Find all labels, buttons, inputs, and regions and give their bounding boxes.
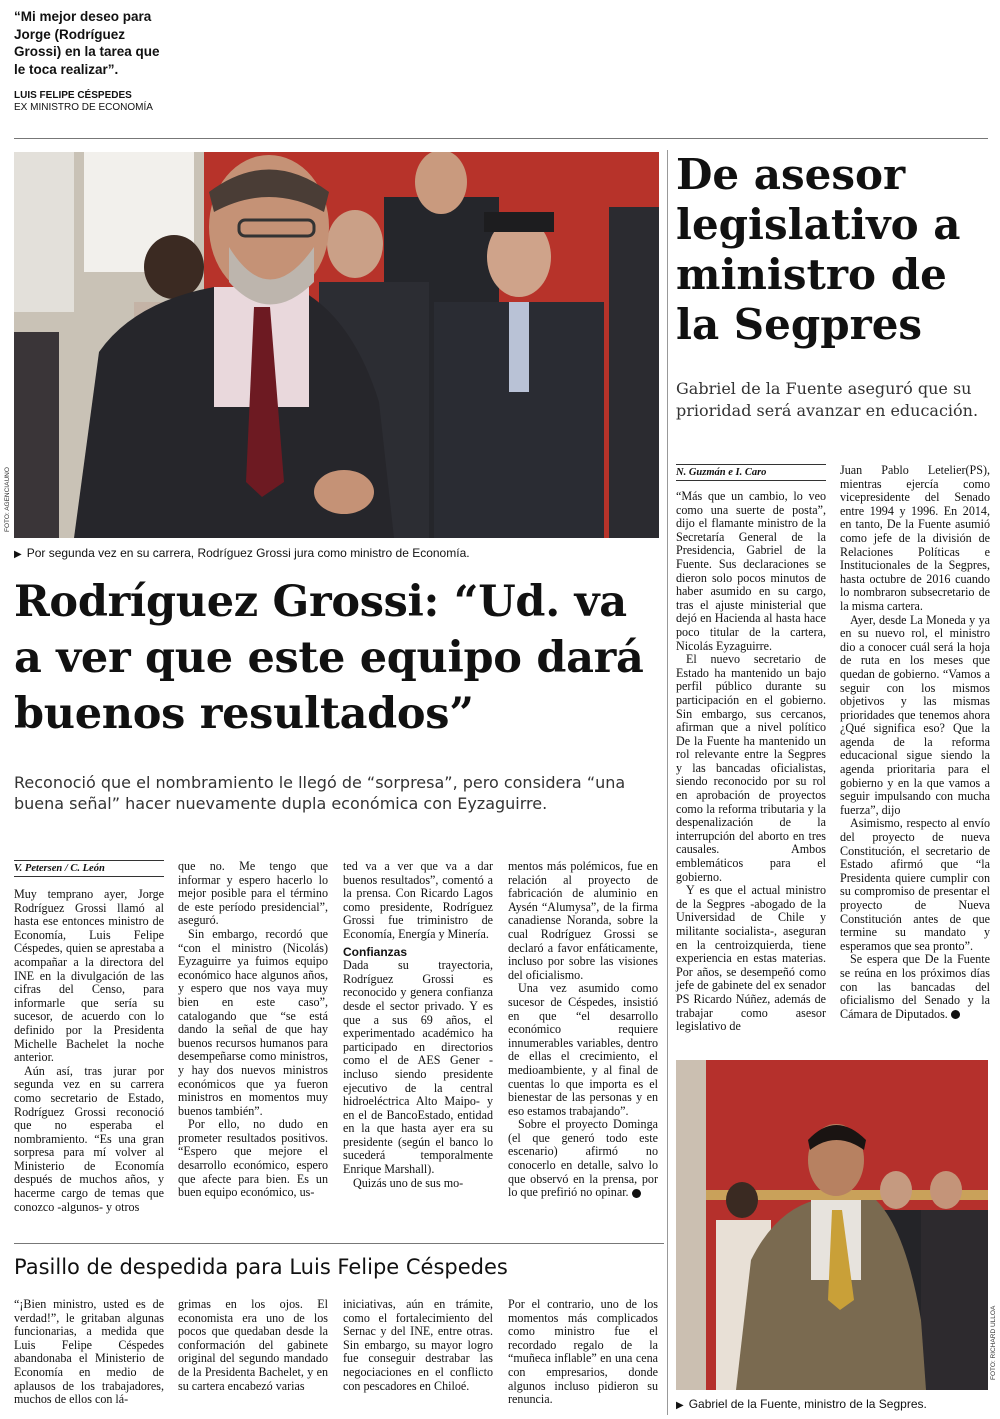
confianzas-subhead: Confianzas [343, 944, 408, 959]
caption-triangle-icon: ▶ [14, 549, 22, 560]
pasillo-col-3 [343, 1298, 493, 1393]
main-col-1-para: Muy temprano ayer, Jorge Rodríguez Grossi llamó al hasta ese entonces ministro de Economía, Luis Felipe Céspedes, quien se aprestaba a acompañar a la directora del INE en la divulgación de las cifras del Censo, para informarle que sería su sucesor, de acuerdo con lo definido por la Presidenta Michelle Bachelet la noche anterior. [14, 887, 164, 1065]
side-col-1-para: “Más que un cambio, lo veo como una suerte de posta”, dijo el flamante ministro de la Secretaría General de la Presidencia, Gabriel de la Fuente. Sus declaraciones se dieron solo pocos minutos de haber asumido en su cargo, tras el ajuste ministerial que dejó en Hacienda al hasta hace poco titular de la cartera, Nicolás Eyzaguirre. [676, 489, 826, 653]
side-photo-credit: FOTO: RICHARD ULLOA [990, 1305, 997, 1380]
side-col-1 [676, 490, 826, 1034]
side-headline: De asesor legislativo a ministro de la Segpres [676, 150, 961, 349]
side-col-2-para: Asimismo, respecto al envío del proyecto de nueva Constitución, el secretario de Estado afirmó que “la Presidenta quiere cumplir con su compromiso de presentar el proyecto de Nueva Constitución antes de que termine su mandato y esperamos que sea pronto”. [840, 816, 990, 953]
pasillo-col-2-text: grimas en los ojos. El economista era uno de los pocos que quedaban desde la conformación del gabinete original del segundo mandado de la Presidenta Bachelet, y en su cartera encabezó varias [178, 1297, 328, 1393]
pasillo-title: Pasillo de despedida para Luis Felipe Céspedes [14, 1255, 508, 1279]
pull-quote-name: LUIS FELIPE CÉSPEDES [14, 90, 132, 101]
main-col-1 [14, 888, 164, 1214]
main-col-4-para: Una vez asumido como sucesor de Céspedes, insistió en que “el desarrollo económico requiere innumerables variables, dentro de ellas el crecimiento, el medioambiente, y al final de cuentas lo que importa es el bienestar de las personas y en eso estamos trabajando”. [508, 981, 658, 1118]
pasillo-col-4 [508, 1298, 658, 1407]
main-photo-credit: FOTO: AGENCIAUNO [4, 467, 11, 532]
caption-triangle-icon: ▶ [676, 1400, 684, 1411]
main-col-4 [508, 860, 658, 1200]
pasillo-col-2 [178, 1298, 328, 1393]
side-byline: N. Guzmán e I. Caro [676, 464, 826, 481]
main-headline: Rodríguez Grossi: “Ud. va a ver que este equipo dará buenos resultados” [14, 577, 644, 739]
main-col-4-para: mentos más polémicos, fue en relación al proyecto de fabricación de aluminio en Aysén “Alumysa”, de la firma canadiense Noranda, sobre la cual Rodríguez Grossi se declaró a favor enfáticamente, incluso por sobre las visiones del oficialismo. [508, 859, 658, 982]
side-col-2-para: Ayer, desde La Moneda y ya en su nuevo rol, el ministro dio a conocer cuál será la hoja de ruta en los meses que quedan de gobierno. “Vamos a seguir con los mismos objetivos y las mismas prioridades que tenemos ahora ¿Qué significa eso? Que la agenda de la reforma educacional sigue siendo la agenda prioritaria para el gobierno y en la que vamos a seguir impulsando con mucha fuerza”, dijo [840, 612, 990, 817]
main-col-4-para: Sobre el proyecto Dominga (el que generó todo este escenario) afirmó no conocerlo en detalle, salvo lo que observó en la prensa, por lo que prefirió no opinar. [508, 1117, 658, 1200]
end-mark-icon [951, 1010, 960, 1019]
pasillo-col-3-text: iniciativas, aún en trámite, como el fortalecimiento del Sernac y del INE, entre otras. Sin embargo, su mayor logro fue conseguir destrabar las negociaciones en el conflicto con pescadores en Chiloé. [343, 1297, 493, 1393]
end-mark-icon [632, 1189, 641, 1198]
main-col-3-para: Quizás uno de sus mo- [353, 1175, 464, 1190]
pasillo-divider [14, 1243, 664, 1244]
side-col-2-para: Se espera que De la Fuente se reúna en los próximos días con las bancadas del oficialismo del Senado y la Cámara de Diputados. [840, 952, 990, 1021]
top-divider [14, 138, 988, 139]
main-col-2-para: Sin embargo, recordó que “con el ministro (Nicolás) Eyzaguirre ya fuimos equipo económico hace algunos años, y espero que nos vaya muy bien en este caso”, catalogando que “se está dando la señal de que hay buenos recursos humanos para desempeñarse como ministros, y hay dos nuevos ministros económicos que ya fueron ministros en momentos muy buenos también”. [178, 926, 328, 1118]
main-col-2 [178, 860, 328, 1200]
side-photo [676, 1060, 988, 1390]
side-col-2 [840, 464, 990, 1021]
pull-quote-role: EX MINISTRO DE ECONOMÍA [14, 102, 153, 113]
side-col-2-para: Juan Pablo Letelier(PS), mientras ejercía como vicepresidente del Senado entre 1994 y 1996. En 2014, en tanto, De la Fuente asumió como jefe de la división de Relaciones Políticas e Institucionales de la Segpres, hasta octubre de 2016 cuando lo nombraron subsecretario de la misma cartera. [840, 463, 990, 613]
main-col-2-para: Por ello, no dudo en prometer resultados positivos. “Espero que mejore el desarrollo económico, espero que afecte para bien. Es un buen equipo económico, us- [178, 1117, 328, 1200]
pull-quote-text: “Mi mejor deseo para Jorge (Rodríguez Grossi) en la tarea que le toca realizar”. [14, 9, 160, 77]
main-deck: Reconoció que el nombramiento le llegó de “sorpresa”, pero considera “una buena señal” hacer nuevamente dupla económica con Eyzaguirre. [14, 773, 626, 813]
main-col-3-para: ted va a ver que va a dar buenos resultados”, comentó a la prensa. Con Ricardo Lagos como presidente, Rodríguez Grossi fue triministro de Economía, Energía y Minería. [343, 859, 493, 941]
pasillo-col-4-text: Por el contrario, uno de los momentos más complicados como ministro fue el recordado regalo de la “muñeca inflable” en una cena con empresarios, donde algunos incluso pidieron su renuncia. [508, 1297, 658, 1407]
main-col-2-para: que no. Me tengo que informar y espero hacerlo lo mejor posible para el término de este período presidencial”, aseguró. [178, 859, 328, 928]
side-col-1-para: Y es que el actual ministro de la Segpres -abogado de la Universidad de Chile y militante socialista-, aseguran en la centroizquierda, tiene experiencia en estas materias. Por años, se desempeñó como jefe de gabinete del ex senador PS Ricardo Núñez, además de trabajar como asesor legislativo de [676, 883, 826, 1034]
main-photo-caption-text: Por segunda vez en su carrera, Rodríguez Grossi jura como ministro de Economía. [26, 546, 470, 560]
main-photo [14, 152, 659, 538]
side-photo-caption [676, 1397, 988, 1411]
pull-quote [14, 8, 174, 113]
main-photo-caption [14, 546, 659, 560]
main-col-1-para: Aún así, tras jurar por segunda vez en su carrera como secretario de Estado, Rodríguez Grossi reconoció que no esperaba el nombramiento. “Es una gran sorpresa para mí volver al Ministerio de Economía después de muchos años, y hacerme cargo de temas que conozco -algunos- y otros [14, 1063, 164, 1214]
main-col-3-para: Dada su trayectoria, Rodríguez Grossi es reconocido y genera confianza desde el sector privado. Y es que a sus 69 años, el experimentado académico ha participado en directorios como el de AES Gener -incluso siendo presidente ejecutivo de la central hidroeléctrica Alto Maipo- y en el de BancoEstado, entidad en la que hasta ayer era su presidente (según el banco lo sucederá temporalmente Enrique Marshall). [343, 958, 493, 1177]
pasillo-col-1-text: “¡Bien ministro, usted es de verdad!”, le gritaban algunas funcionarias, a medida que Luis Felipe Céspedes abandonaba el Ministerio de Economía en medio de aplausos de los trabajadores, muchos de ellos con lá- [14, 1297, 164, 1407]
side-deck: Gabriel de la Fuente aseguró que su prioridad será avanzar en educación. [676, 379, 979, 420]
column-divider [667, 150, 668, 1415]
side-col-1-para: El nuevo secretario de Estado ha mantenido un bajo perfil público durante su participación en el gobierno. Sin embargo, sus cercanos, afirman que a nivel político De la Fuente ha mantenido un rol relevante entre la Segpres y las bancadas oficialistas, siendo reconocido por su rol en aprobación de proyectos como la reforma tributaria y la despenalización de la interrupción del aborto en tres causales. Ambos emblemáticos para el gobierno. [676, 652, 826, 884]
main-byline: V. Petersen / C. León [14, 860, 164, 877]
side-photo-caption-text: Gabriel de la Fuente, ministro de la Segpres. [688, 1397, 927, 1411]
main-col-3 [343, 860, 493, 1190]
pasillo-col-1 [14, 1298, 164, 1407]
